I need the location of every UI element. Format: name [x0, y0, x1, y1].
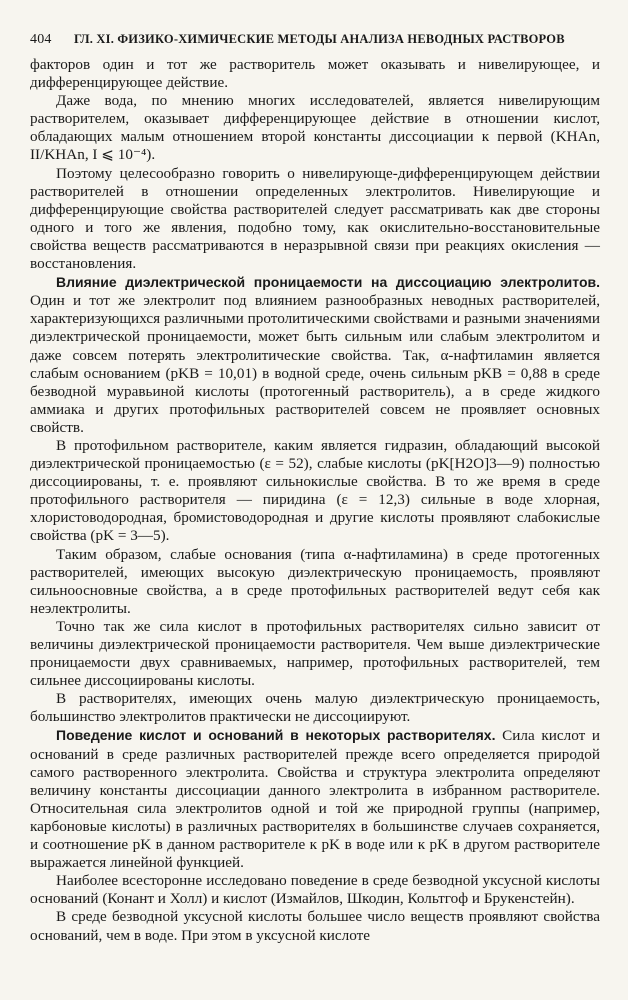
paragraph: В протофильном растворителе, каким является гидразин, обладающий высокой диэлектрической проницаемостью (ε = 52), слабые кислоты (pK[H2O]3—9) полностью диссоциированы, т. е. проявляют сильнокислые свойства. В то же время в среде протофильного растворителя — пиридина (ε = 12,3) сильные в воде хлорная, хлористоводородная, бромистоводородная и другие кислоты проявляют слабокислые свойства (pK = 3—5).	[30, 436, 600, 545]
paragraph: факторов один и тот же растворитель может оказывать и нивелирующее, и дифференцирующее действие.	[30, 56, 600, 92]
paragraph: Наиболее всесторонне исследовано поведение в среде безводной уксусной кислоты оснований (Конант и Холл) и кислот (Измайлов, Шкодин, Кольтгоф и Брукенстейн).	[30, 872, 600, 908]
running-header	[30, 32, 600, 48]
section-heading: Поведение кислот и оснований в некоторых растворителях.	[56, 727, 496, 744]
paragraph: Даже вода, по мнению многих исследователей, является нивелирующим растворителем, оказывает дифференцирующее действие в отношении кислот, обладающих малым отношением второй константы диссоциации к первой (KHAn, II/KHAn, I ⩽ 10⁻⁴).	[30, 92, 600, 164]
page-number: 404	[30, 32, 52, 47]
body-text	[30, 56, 600, 945]
paragraph: В растворителях, имеющих очень малую диэлектрическую проницаемость, большинство электролитов практически не диссоциируют.	[30, 690, 600, 726]
paragraph: В среде безводной уксусной кислоты большее число веществ проявляют свойства оснований, чем в воде. При этом в уксусной кислоте	[30, 908, 600, 944]
running-title: ГЛ. XI. ФИЗИКО-ХИМИЧЕСКИЕ МЕТОДЫ АНАЛИЗА НЕВОДНЫХ РАСТВОРОВ	[74, 32, 565, 46]
paragraph: Таким образом, слабые основания (типа α-нафтиламина) в среде протогенных растворителей, имеющих высокую диэлектрическую проницаемость, проявляют сильноосновные свойства, а в среде протофильных растворителей ведут себя как неэлектролиты.	[30, 545, 600, 617]
paragraph: Поэтому целесообразно говорить о нивелирующе-дифференцирующем действии растворителей в отношении определенных электролитов. Нивелирующие и дифференцирующие свойства растворителей следует рассматривать как две стороны одного и того же явления, подобно тому, как окислительно-восстановительные свойства веществ рассматриваются в неразрывной связи при реакциях окисления — восстановления.	[30, 164, 600, 273]
section-heading: Влияние диэлектрической проницаемости на диссоциацию электролитов.	[56, 274, 600, 291]
paragraph	[30, 726, 600, 872]
paragraph-text: Сила кислот и оснований в среде различных растворителей прежде всего определяется природой самого растворенного электролита. Свойства и структура электролита определяют величину константы диссоциации данного электролита в избранном растворителе. Относительная сила электролитов одной и той же природной группы (например, карбоновые кислоты) в различных растворителях в большинстве случаев сохраняется, и соотношение pK в данном растворителе к pK в воде или к pK в другом растворителе выражается линейной функцией.	[30, 727, 600, 872]
paragraph: Точно так же сила кислот в протофильных растворителях сильно зависит от величины диэлектрической проницаемости растворителя. Чем выше диэлектрические проницаемости двух сравниваемых, например, протофильных растворителей, тем сильнее диссоциированы кислоты.	[30, 617, 600, 690]
paragraph-text: Один и тот же электролит под влиянием разнообразных неводных растворителей, характеризующихся различными протолитическими свойствами и разными значениями диэлектрической проницаемости, может быть сильным или слабым электролитом и даже совсем потерять электролитические свойства. Так, α-нафтиламин является слабым основанием (pKB = 10,01) в водной среде, очень сильным pKB = 0,88 в среде безводной муравьиной кислоты (протогенный растворитель), а в среде жидкого аммиака и других протофильных растворителей совсем не проявляет основных свойств.	[30, 292, 600, 436]
paragraph	[30, 273, 600, 437]
